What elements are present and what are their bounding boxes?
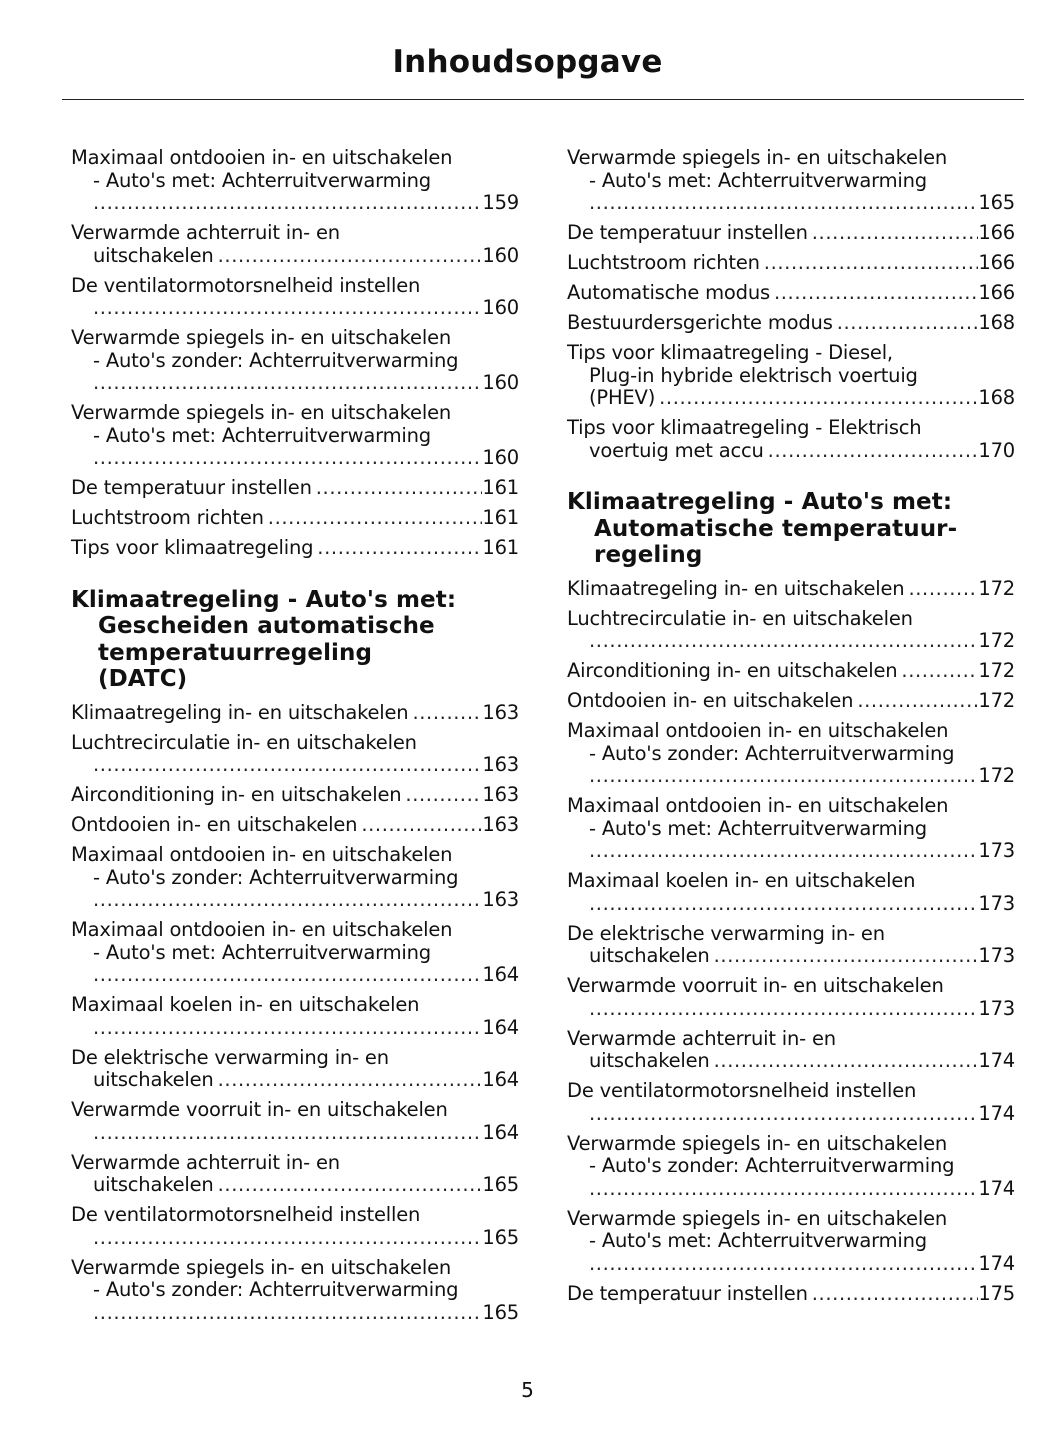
toc-entry-line: Verwarmde spiegels in- en uitschakelen	[71, 1256, 452, 1279]
toc-entry-leader-row	[567, 630, 1015, 653]
toc-entry-line: - Auto's met: Achterruitverwarming	[93, 424, 431, 447]
toc-page-number: 174	[978, 1049, 1015, 1072]
dot-leader	[218, 1174, 483, 1197]
toc-entry-tail-text: De temperatuur instellen	[567, 221, 808, 244]
dot-leader	[93, 889, 482, 912]
toc-entry[interactable]	[71, 919, 519, 987]
toc-entry[interactable]	[71, 1257, 519, 1325]
toc-entry[interactable]	[567, 690, 1015, 713]
toc-entry-leader-row	[567, 282, 1015, 305]
dot-leader	[812, 222, 979, 245]
toc-entry[interactable]	[71, 994, 519, 1039]
toc-entry-leader-row	[71, 1174, 519, 1197]
dot-leader	[714, 1050, 979, 1073]
dot-leader	[405, 784, 482, 807]
toc-entry-tail-text: Bestuurdersgerichte modus	[567, 311, 833, 334]
dot-leader	[768, 440, 979, 463]
dot-leader	[774, 282, 978, 305]
dot-leader	[589, 192, 978, 215]
toc-page-number: 160	[482, 371, 519, 394]
toc-entry[interactable]	[71, 1204, 519, 1249]
toc-entry-line: Maximaal ontdooien in- en uitschakelen	[567, 720, 949, 742]
section-heading	[71, 587, 519, 693]
toc-page-number: 161	[482, 476, 519, 499]
toc-page-number: 173	[978, 839, 1015, 862]
toc-entry[interactable]	[567, 578, 1015, 601]
section-heading-line: temperatuurregeling	[98, 639, 373, 666]
toc-entry-line: - Auto's met: Achterruitverwarming	[589, 817, 927, 840]
toc-entry-leader-row	[71, 447, 519, 470]
dot-leader	[93, 1017, 482, 1040]
toc-entry[interactable]	[567, 147, 1015, 215]
toc-entry[interactable]	[71, 147, 519, 215]
toc-entry-line: De ventilatormotorsnelheid instellen	[71, 1204, 421, 1226]
toc-entry-leader-row	[567, 578, 1015, 601]
toc-entry-leader-row	[567, 1178, 1015, 1201]
toc-page-number: 168	[978, 311, 1015, 334]
toc-entry-leader-row	[567, 660, 1015, 683]
dot-leader	[857, 690, 978, 713]
toc-entry[interactable]	[567, 252, 1015, 275]
toc-entry-line: Maximaal ontdooien in- en uitschakelen	[71, 147, 453, 169]
toc-page-number: 161	[482, 506, 519, 529]
toc-entry-tail-text: De temperatuur instellen	[567, 1281, 808, 1305]
toc-page-number: 172	[978, 659, 1015, 682]
toc-entry-tail-text: Ontdooien in- en uitschakelen	[71, 813, 358, 836]
toc-entry-line: Verwarmde achterruit in- en	[71, 1151, 340, 1174]
toc-page-number: 166	[978, 251, 1015, 274]
toc-page-number: 165	[482, 1173, 519, 1196]
dot-leader	[93, 1122, 482, 1145]
toc-page-number: 174	[978, 1101, 1015, 1125]
dot-leader	[93, 754, 482, 777]
dot-leader	[812, 1283, 979, 1306]
toc-entry-line: - Auto's met: Achterruitverwarming	[93, 169, 431, 192]
dot-leader	[93, 1302, 482, 1325]
toc-page-number: 173	[978, 996, 1015, 1020]
dot-leader	[908, 578, 978, 601]
toc-entry-tail-text: voertuig met accu	[589, 438, 764, 462]
dot-leader	[218, 245, 483, 268]
dot-leader	[93, 192, 482, 215]
section-heading-line: Gescheiden automatische	[98, 613, 435, 639]
section-heading-line: Automatische temperatuur-	[594, 515, 958, 542]
section-heading-line: regeling	[594, 542, 703, 568]
toc-entry[interactable]	[71, 1152, 519, 1197]
toc-page-number: 163	[482, 700, 519, 724]
dot-leader	[659, 387, 978, 410]
dot-leader	[93, 447, 482, 470]
dot-leader	[361, 814, 482, 837]
toc-entry[interactable]	[567, 417, 1015, 462]
toc-entry-leader-row	[71, 1227, 519, 1250]
section-heading-line: Klimaatregeling - Auto's met:	[567, 489, 953, 515]
dot-leader	[316, 477, 483, 500]
toc-entry[interactable]	[71, 732, 519, 777]
toc-entry-line: Tips voor klimaatregeling - Elektrisch	[567, 417, 922, 439]
toc-entry-tail-text: uitschakelen	[589, 944, 710, 967]
toc-entry[interactable]	[71, 844, 519, 912]
toc-page-number: 160	[482, 296, 519, 319]
title-divider	[62, 99, 1024, 100]
toc-entry-line: Verwarmde spiegels in- en uitschakelen	[567, 147, 948, 169]
dot-leader	[589, 893, 978, 916]
toc-entry-line: Maximaal ontdooien in- en uitschakelen	[71, 919, 453, 941]
toc-page-number: 163	[482, 753, 519, 776]
toc-entry-leader-row	[71, 1017, 519, 1040]
dot-leader	[589, 998, 978, 1021]
toc-entry-leader-row	[567, 1050, 1015, 1073]
toc-entry[interactable]	[567, 1028, 1015, 1073]
toc-entry[interactable]	[567, 1080, 1015, 1125]
toc-entry-leader-row	[567, 998, 1015, 1021]
toc-entry[interactable]	[567, 1208, 1015, 1276]
toc-entry[interactable]	[567, 312, 1015, 335]
toc-entry-line: De ventilatormotorsnelheid instellen	[567, 1080, 917, 1102]
toc-entry[interactable]	[567, 1283, 1015, 1306]
toc-entry-leader-row	[71, 1302, 519, 1325]
toc-entry[interactable]	[71, 402, 519, 470]
dot-leader	[93, 964, 482, 987]
toc-entry-line: Tips voor klimaatregeling - Diesel,	[567, 342, 893, 364]
toc-entry[interactable]	[567, 222, 1015, 245]
toc-entry[interactable]	[567, 720, 1015, 788]
toc-entry-leader-row	[71, 754, 519, 777]
dot-leader	[837, 312, 979, 335]
toc-entry[interactable]	[71, 1047, 519, 1092]
toc-entry-line: - Auto's zonder: Achterruitverwarming	[589, 742, 955, 765]
toc-page-number: 174	[978, 1251, 1015, 1275]
toc-page-number: 172	[978, 629, 1015, 652]
dot-leader	[901, 660, 978, 683]
toc-entry-leader-row	[567, 222, 1015, 245]
toc-entry-leader-row	[567, 387, 1015, 410]
toc-page-number: 170	[978, 438, 1015, 462]
dot-leader	[218, 1069, 483, 1092]
toc-entry-line: Verwarmde spiegels in- en uitschakelen	[71, 327, 452, 349]
dot-leader	[268, 507, 483, 530]
toc-page-number: 165	[482, 1225, 519, 1249]
dot-leader	[317, 537, 482, 560]
toc-entry-line: Verwarmde achterruit in- en	[567, 1027, 836, 1050]
toc-entry[interactable]	[71, 537, 519, 560]
toc-entry-tail-text: Ontdooien in- en uitschakelen	[567, 689, 854, 712]
toc-entry-tail-text: Automatische modus	[567, 281, 770, 304]
toc-entry-line: - Auto's zonder: Achterruitverwarming	[589, 1155, 955, 1177]
toc-entry-tail-text: uitschakelen	[93, 243, 214, 267]
toc-entry-leader-row	[71, 507, 519, 530]
toc-entry-leader-row	[71, 702, 519, 725]
toc-page-number: 172	[978, 576, 1015, 600]
toc-entry[interactable]	[71, 784, 519, 807]
toc-page-number: 172	[978, 764, 1015, 787]
toc-entry-tail-text: uitschakelen	[93, 1173, 214, 1196]
toc-page-number: 173	[978, 944, 1015, 967]
toc-entry[interactable]	[567, 282, 1015, 305]
dot-leader	[589, 1178, 978, 1201]
toc-entry-leader-row	[71, 297, 519, 320]
toc-page-number: 160	[482, 243, 519, 267]
page-number: 5	[521, 1378, 534, 1402]
toc-page-number: 163	[482, 783, 519, 806]
toc-entry-leader-row	[71, 372, 519, 395]
toc-entry-leader-row	[567, 1283, 1015, 1306]
toc-page-number: 168	[978, 386, 1015, 409]
dot-leader	[93, 297, 482, 320]
toc-page-number: 163	[482, 813, 519, 836]
toc-entry-leader-row	[71, 245, 519, 268]
dot-leader	[93, 1227, 482, 1250]
toc-page-number: 164	[482, 1068, 519, 1091]
toc-entry-line: Luchtrecirculatie in- en uitschakelen	[71, 731, 417, 754]
dot-leader	[589, 1103, 978, 1126]
toc-entry-line: De elektrische verwarming in- en	[71, 1046, 389, 1069]
toc-entry-line: Verwarmde achterruit in- en	[71, 222, 340, 244]
toc-entry-line: Maximaal ontdooien in- en uitschakelen	[71, 844, 453, 866]
dot-leader	[764, 252, 979, 275]
toc-entry-leader-row	[71, 1069, 519, 1092]
toc-entry-line: Maximaal koelen in- en uitschakelen	[71, 994, 420, 1016]
toc-page-number: 166	[978, 221, 1015, 244]
toc-entry-line: - Auto's met: Achterruitverwarming	[93, 941, 431, 964]
toc-entry-leader-row	[567, 690, 1015, 713]
toc-page-number: 175	[978, 1281, 1015, 1305]
toc-entry-line: - Auto's met: Achterruitverwarming	[589, 1230, 927, 1252]
dot-leader	[589, 1253, 978, 1276]
toc-entry-leader-row	[71, 889, 519, 912]
toc-entry[interactable]	[71, 222, 519, 267]
toc-entry[interactable]	[567, 975, 1015, 1020]
toc-entry-line: Verwarmde spiegels in- en uitschakelen	[567, 1132, 948, 1155]
toc-page-number: 166	[978, 281, 1015, 304]
toc-entry-leader-row	[567, 1103, 1015, 1126]
toc-page-number: 164	[482, 1015, 519, 1039]
toc-entry-tail-text: (PHEV)	[589, 386, 656, 409]
toc-entry[interactable]	[567, 342, 1015, 410]
toc-entry-leader-row	[567, 312, 1015, 335]
toc-entry-leader-row	[567, 945, 1015, 968]
toc-page-number: 161	[482, 536, 519, 559]
toc-entry-leader-row	[71, 477, 519, 500]
toc-entry-line: Verwarmde voorruit in- en uitschakelen	[71, 1099, 448, 1121]
toc-entry-leader-row	[567, 1253, 1015, 1276]
toc-entry-tail-text: De temperatuur instellen	[71, 476, 312, 499]
toc-entry-tail-text: Airconditioning in- en uitschakelen	[71, 783, 402, 806]
toc-entry[interactable]	[71, 507, 519, 530]
toc-left-column	[71, 147, 519, 1332]
toc-entry-line: Plug-in hybride elektrisch voertuig	[589, 364, 918, 387]
toc-entry[interactable]	[71, 814, 519, 837]
toc-entry-tail-text: Klimaatregeling in- en uitschakelen	[567, 576, 905, 600]
page-title: Inhoudsopgave	[392, 44, 663, 80]
toc-entry-leader-row	[567, 440, 1015, 463]
toc-entry-line: Verwarmde voorruit in- en uitschakelen	[567, 975, 944, 997]
toc-entry-line: - Auto's zonder: Achterruitverwarming	[93, 866, 459, 889]
toc-entry-line: - Auto's zonder: Achterruitverwarming	[93, 1279, 459, 1301]
toc-entry-leader-row	[71, 537, 519, 560]
toc-entry[interactable]	[71, 327, 519, 395]
toc-entry-leader-row	[567, 765, 1015, 788]
toc-entry-line: Verwarmde spiegels in- en uitschakelen	[567, 1207, 948, 1230]
toc-entry-tail-text: uitschakelen	[589, 1049, 710, 1072]
toc-entry[interactable]	[567, 608, 1015, 653]
toc-entry-line: De elektrische verwarming in- en	[567, 922, 885, 945]
section-heading-line: Klimaatregeling - Auto's met:	[71, 586, 457, 613]
toc-page-number: 174	[978, 1176, 1015, 1200]
section-heading-line: (DATC)	[98, 666, 188, 692]
toc-entry[interactable]	[567, 870, 1015, 915]
toc-entry-tail-text: Klimaatregeling in- en uitschakelen	[71, 700, 409, 724]
toc-entry-leader-row	[567, 252, 1015, 275]
toc-page-number: 165	[482, 1300, 519, 1324]
toc-entry-tail-text: Airconditioning in- en uitschakelen	[567, 659, 898, 682]
toc-entry-leader-row	[71, 1122, 519, 1145]
toc-entry-leader-row	[567, 840, 1015, 863]
dot-leader	[589, 840, 978, 863]
section-heading	[567, 489, 1015, 569]
toc-entry-leader-row	[71, 814, 519, 837]
toc-entry-tail-text: uitschakelen	[93, 1068, 214, 1091]
toc-page-number: 164	[482, 963, 519, 986]
toc-entry[interactable]	[567, 1133, 1015, 1201]
toc-entry-line: De ventilatormotorsnelheid instellen	[71, 274, 421, 297]
toc-entry-line: Luchtrecirculatie in- en uitschakelen	[567, 607, 913, 630]
dot-leader	[714, 945, 979, 968]
toc-entry[interactable]	[567, 923, 1015, 968]
toc-entry-tail-text: Luchtstroom richten	[71, 506, 264, 529]
toc-entry-tail-text: Luchtstroom richten	[567, 251, 760, 274]
toc-page-number: 172	[978, 689, 1015, 712]
toc-page-number: 164	[482, 1120, 519, 1144]
dot-leader	[589, 630, 978, 653]
toc-page-number: 163	[482, 888, 519, 911]
toc-entry-line: Maximaal koelen in- en uitschakelen	[567, 870, 916, 892]
toc-page-number: 173	[978, 891, 1015, 915]
toc-page-number: 165	[978, 191, 1015, 214]
toc-page-number: 160	[482, 446, 519, 469]
toc-entry-leader-row	[71, 964, 519, 987]
toc-right-column	[567, 147, 1015, 1313]
toc-entry-leader-row	[71, 784, 519, 807]
toc-entry[interactable]	[71, 702, 519, 725]
toc-entry-leader-row	[567, 893, 1015, 916]
toc-entry[interactable]	[71, 477, 519, 500]
toc-entry[interactable]	[71, 1099, 519, 1144]
toc-entry-line: - Auto's zonder: Achterruitverwarming	[93, 349, 459, 372]
toc-entry-line: Verwarmde spiegels in- en uitschakelen	[71, 402, 452, 424]
toc-entry-leader-row	[567, 192, 1015, 215]
toc-entry-tail-text: Tips voor klimaatregeling	[71, 536, 314, 559]
toc-entry[interactable]	[567, 795, 1015, 863]
dot-leader	[589, 765, 978, 788]
toc-entry-leader-row	[71, 192, 519, 215]
toc-entry-line: Maximaal ontdooien in- en uitschakelen	[567, 795, 949, 817]
dot-leader	[93, 372, 482, 395]
toc-page-number: 159	[482, 191, 519, 214]
toc-entry[interactable]	[71, 275, 519, 320]
toc-entry-line: - Auto's met: Achterruitverwarming	[589, 169, 927, 192]
dot-leader	[412, 702, 482, 725]
toc-entry[interactable]	[567, 660, 1015, 683]
